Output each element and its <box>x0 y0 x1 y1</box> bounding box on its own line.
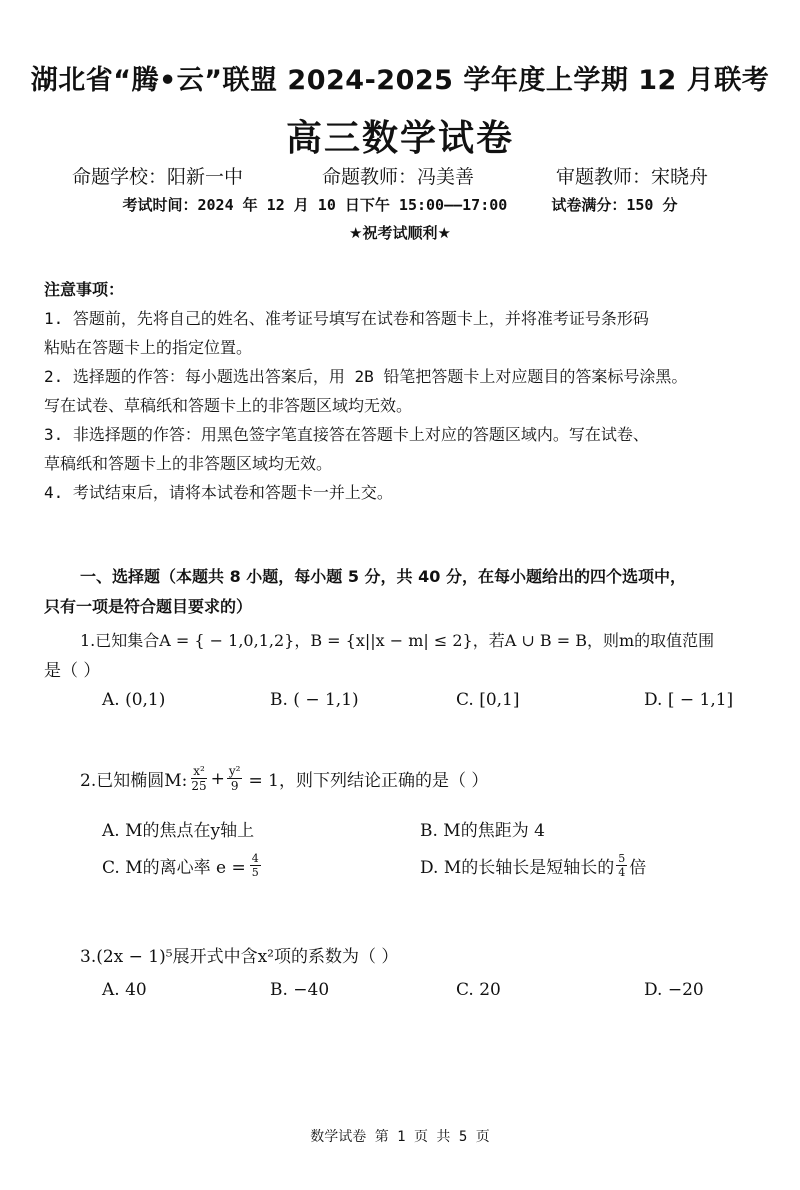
exam-reviewer: 审题教师：宋晓舟 <box>556 166 709 188</box>
fraction-denominator: 4 <box>618 866 626 879</box>
notice-line: 3. 非选择题的作答：用黑色签字笔直接答在答题卡上对应的答题区域内。写在试卷、 <box>44 425 649 444</box>
question-3-option-d: D. −20 <box>644 980 704 1000</box>
question-3-option-b: B. −40 <box>270 980 330 1000</box>
question-2-suffix: = 1，则下列结论正确的是（ ） <box>248 771 489 791</box>
fraction-denominator: 25 <box>191 779 207 793</box>
question-2-text <box>80 764 488 793</box>
option-d-suffix: 倍 <box>629 858 647 878</box>
exam-school: 命题学校：阳新一中 <box>72 166 244 188</box>
notice-line: 2. 选择题的作答：每小题选出答案后，用 2B 铅笔把答题卡上对应题目的答案标号涂黑。 <box>44 367 688 386</box>
notice-line: 写在试卷、草稿纸和答题卡上的非答题区域均无效。 <box>44 396 413 415</box>
exam-time: 考试时间：2024 年 12 月 10 日下午 15:00——17:00 <box>122 196 508 214</box>
question-2-prefix: 2.已知椭圆M: <box>80 771 188 791</box>
notice-heading: 注意事项： <box>44 280 125 299</box>
question-3-option-a: A. 40 <box>102 980 147 1000</box>
option-c-text: C. M的离心率 e = <box>102 858 246 878</box>
fraction <box>616 852 627 879</box>
question-1-option-c: C. [0,1] <box>456 690 520 710</box>
question-1-option-a: A. (0,1) <box>102 690 166 710</box>
fraction <box>250 852 261 879</box>
question-1-option-b: B. ( − 1,1) <box>270 690 359 710</box>
plus-sign: + <box>210 768 225 789</box>
question-2-option-b: B. M的焦距为 4 <box>420 821 545 841</box>
exam-wish: ★祝考试顺利★ <box>349 224 451 242</box>
exam-time-line <box>0 194 800 215</box>
question-2-option-c <box>102 852 261 879</box>
question-3-text: 3.(2x − 1)⁵展开式中含x²项的系数为（ ） <box>80 947 399 967</box>
fraction <box>189 764 208 793</box>
notice-line: 粘贴在答题卡上的指定位置。 <box>44 338 253 357</box>
fraction-numerator: y² <box>228 764 241 778</box>
question-1-text-cont: 是（ ） <box>44 661 101 681</box>
fraction <box>227 764 243 793</box>
notice-line: 1. 答题前，先将自己的姓名、准考证号填写在试卷和答题卡上，并将准考证号条形码 <box>44 309 649 328</box>
exam-title-line1: 湖北省“腾•云”联盟 2024-2025 学年度上学期 12 月联考 <box>30 65 770 96</box>
fraction-denominator: 9 <box>230 779 239 793</box>
notice-line: 草稿纸和答题卡上的非答题区域均无效。 <box>44 454 333 473</box>
fraction-numerator: 5 <box>618 852 626 865</box>
fraction-denominator: 5 <box>251 866 259 879</box>
question-2-option-d <box>420 852 646 879</box>
fraction-numerator: 4 <box>251 852 259 865</box>
question-1-text: 1.已知集合A = { − 1,0,1,2}，B = {x||x − m| ≤ 2}，若A ∪ B = B，则m的取值范围 <box>80 631 715 650</box>
section-heading: 一、选择题（本题共 8 小题，每小题 5 分，共 40 分，在每小题给出的四个选项中， <box>80 567 686 586</box>
option-d-text: D. M的长轴长是短轴长的 <box>420 858 615 878</box>
fraction-numerator: x² <box>193 764 205 778</box>
page-footer: 数学试卷 第 1 页 共 5 页 <box>310 1129 490 1145</box>
section-heading-cont: 只有一项是符合题目要求的） <box>44 597 253 616</box>
question-3-option-c: C. 20 <box>456 980 501 1000</box>
notice-line: 4. 考试结束后，请将本试卷和答题卡一并上交。 <box>44 483 393 502</box>
exam-title-line2: 高三数学试卷 <box>285 118 514 159</box>
exam-full-score: 试卷满分：150 分 <box>551 196 678 214</box>
exam-author: 命题教师：冯美善 <box>322 166 475 188</box>
question-1-option-d: D. [ − 1,1] <box>644 690 734 710</box>
question-2-option-a: A. M的焦点在y轴上 <box>102 821 255 841</box>
